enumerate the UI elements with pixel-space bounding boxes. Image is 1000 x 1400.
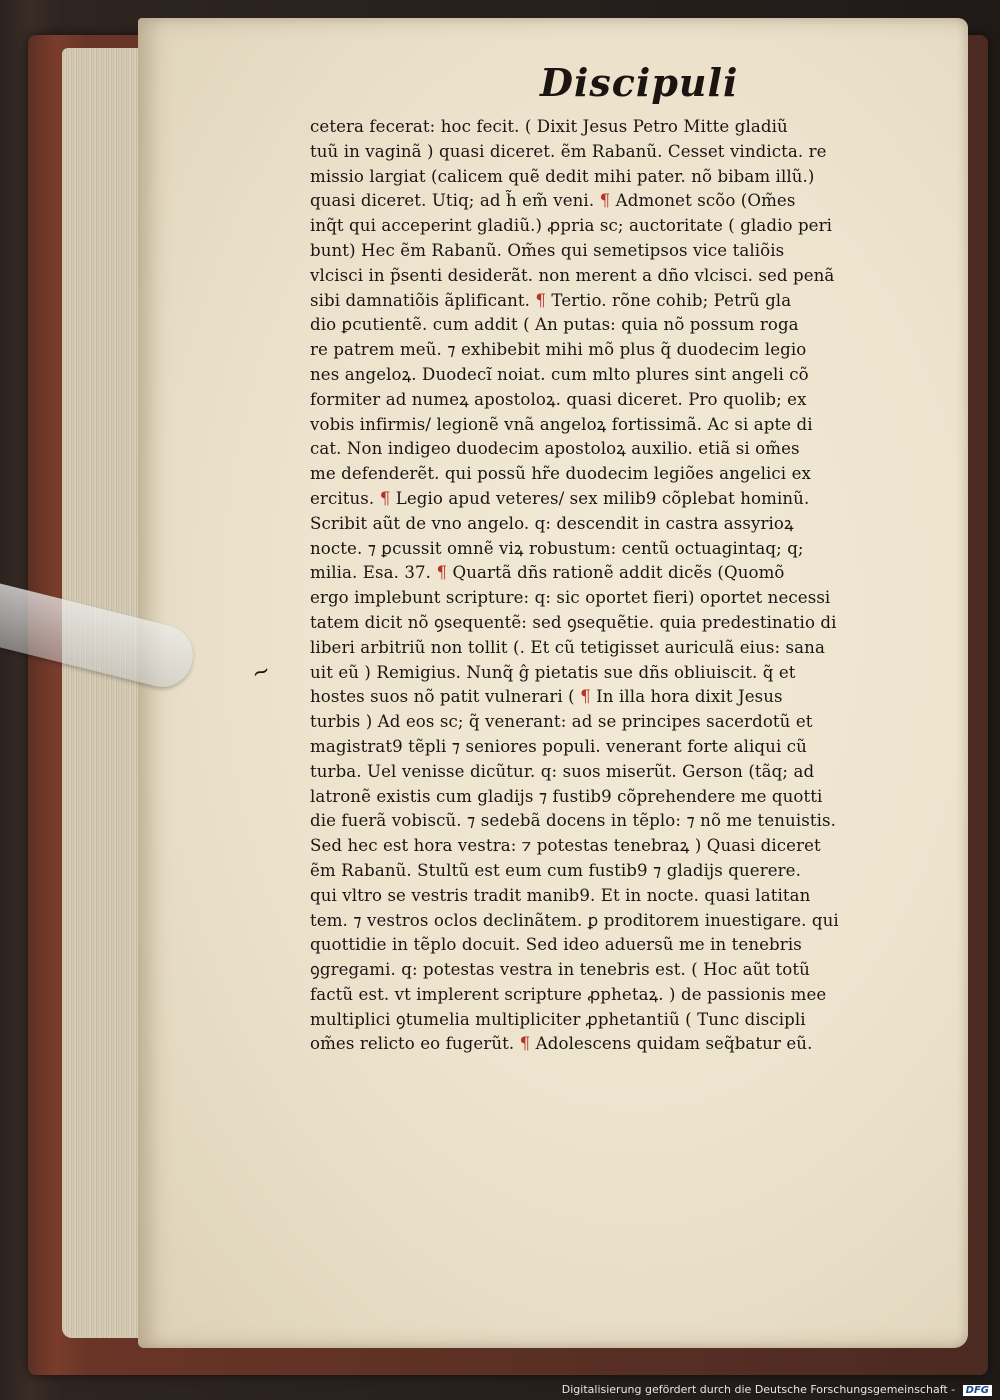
text-line: om̃es relicto eo fugerũt. ¶ Adolescens quidam seq̃batur eũ. xyxy=(310,1034,813,1054)
text-block xyxy=(310,115,910,1057)
text-line: vlcisci in p̃senti desiderãt. non merent a dño vlcisci. sed penã xyxy=(310,265,835,285)
text-line: Scribit aũt de vno angelo. q: descendit in castra assyrioꝝ xyxy=(310,513,794,533)
text-line: turba. Uel venisse dicũtur. q: suos miserũt. Gerson (tãq; ad xyxy=(310,761,815,781)
text-line: me defenderẽt. qui possũ hr̃e duodecim legiões angelici ex xyxy=(310,464,811,484)
text-line: factũ est. vt implerent scripture ꝓphetaꝝ. ) de passionis mee xyxy=(310,984,827,1004)
text-line: liberi arbitriũ non tollit (. Et cũ tetigisset auriculã eius: sana xyxy=(310,637,825,657)
text-line: formiter ad numeꝝ apostoloꝝ. quasi diceret. Pro quolib; ex xyxy=(310,389,807,409)
text-line: hostes suos nõ patit vulnerari ( ¶ In illa hora dixit Jesus xyxy=(310,687,783,707)
text-line: qui vltro se vestris tradit manib9. Et in nocte. quasi latitan xyxy=(310,885,811,905)
paragraph-mark: ¶ xyxy=(519,1034,531,1054)
text-line: cetera fecerat: hoc fecit. ( Dixit Jesus Petro Mitte gladiũ xyxy=(310,117,788,136)
paragraph-mark: ¶ xyxy=(599,191,611,211)
text-line: re patrem meũ. ⁊ exhibebit mihi mõ plus q̃ duodecim legio xyxy=(310,340,807,360)
text-line: quasi diceret. Utiq; ad h̃ em̃ veni. ¶ Admonet scõo (Om̃es xyxy=(310,191,796,211)
text-line: multiplici ꝯtumelia multipliciter ꝓphetantiũ ( Tunc discipli xyxy=(310,1009,806,1029)
running-head: Discipuli xyxy=(540,60,739,105)
marginal-mark: ~ xyxy=(248,657,275,688)
text-line: bunt) Hec ẽm Rabanũ. Om̃es qui semetipsos vice taliõis xyxy=(310,240,785,260)
digitization-credit xyxy=(562,1383,992,1396)
text-line: dio ꝑcutientẽ. cum addit ( An putas: quia nõ possum roga xyxy=(310,315,799,335)
text-line: magistrat9 tẽpli ⁊ seniores populi. venerant forte aliqui cũ xyxy=(310,736,807,756)
text-line: inq̃t qui acceperint gladiũ.) ꝓpria sc; auctoritate ( gladio peri xyxy=(310,216,833,236)
text-line: latronẽ existis cum gladijs ⁊ fustib9 cõprehendere me quotti xyxy=(310,786,823,806)
text-line: quottidie in tẽplo docuit. Sed ideo aduersũ me in tenebris xyxy=(310,935,802,955)
paragraph-mark: ¶ xyxy=(379,488,391,508)
text-line: nes angeloꝝ. Duodecĩ noiat. cum mlto plures sint angeli cõ xyxy=(310,364,809,384)
text-line: tatem dicit nõ ꝯsequentẽ: sed ꝯsequẽtie. quia predestinatio di xyxy=(310,612,837,632)
text-line: missio largiat (calicem quẽ dedit mihi pater. nõ bibam illũ.) xyxy=(310,166,815,186)
dfg-logo-icon: DFG xyxy=(963,1385,992,1396)
text-line: cat. Non indigeo duodecim apostoloꝝ auxilio. etiã si om̃es xyxy=(310,439,800,459)
credit-text: Digitalisierung gefördert durch die Deutsche Forschungsgemeinschaft - xyxy=(561,1383,956,1396)
text-line: ẽm Rabanũ. Stultũ est eum cum fustib9 ⁊ gladijs querere. xyxy=(310,860,801,880)
text-line: turbis ) Ad eos sc; q̃ venerant: ad se principes sacerdotũ et xyxy=(310,712,813,732)
text-line: vobis infirmis/ legionẽ vnã angeloꝝ fortissimã. Ac si apte di xyxy=(310,414,813,434)
text-line: nocte. ⁊ ꝑcussit omnẽ viꝝ robustum: centũ octuagintaq; q; xyxy=(310,538,804,558)
text-line: ergo implebunt scripture: q: sic oportet fieri) oportet necessi xyxy=(310,588,831,608)
paragraph-mark: ¶ xyxy=(535,290,547,310)
text-line: ercitus. ¶ Legio apud veteres/ sex milib9 cõplebat hominũ. xyxy=(310,488,810,508)
text-line: tuũ in vaginã ) quasi diceret. ẽm Rabanũ. Cesset vindicta. re xyxy=(310,141,827,161)
text-line: die fuerã vobiscũ. ⁊ sedebã docens in tẽplo: ⁊ nõ me tenuistis. xyxy=(310,811,837,831)
text-line: tem. ⁊ vestros oclos declinãtem. ꝑ proditorem inuestigare. qui xyxy=(310,910,839,930)
text-line: sibi damnatiõis ãplificant. ¶ Tertio. rõne cohib; Petrũ gla xyxy=(310,290,792,310)
paragraph-mark: ¶ xyxy=(436,563,448,583)
text-line: ꝯgregami. q: potestas vestra in tenebris est. ( Hoc aũt totũ xyxy=(310,960,810,980)
text-line: milia. Esa. 37. ¶ Quartã dñs rationẽ addit dicẽs (Quomõ xyxy=(310,563,785,583)
text-line: Sed hec est hora vestra: ⁊ potestas tenebraꝝ ) Quasi diceret xyxy=(310,836,821,856)
text-line: uit eũ ) Remigius. Nunq̃ ĝ pietatis sue dñs obliuiscit. q̃ et xyxy=(310,662,796,682)
paragraph-mark: ¶ xyxy=(580,687,591,707)
